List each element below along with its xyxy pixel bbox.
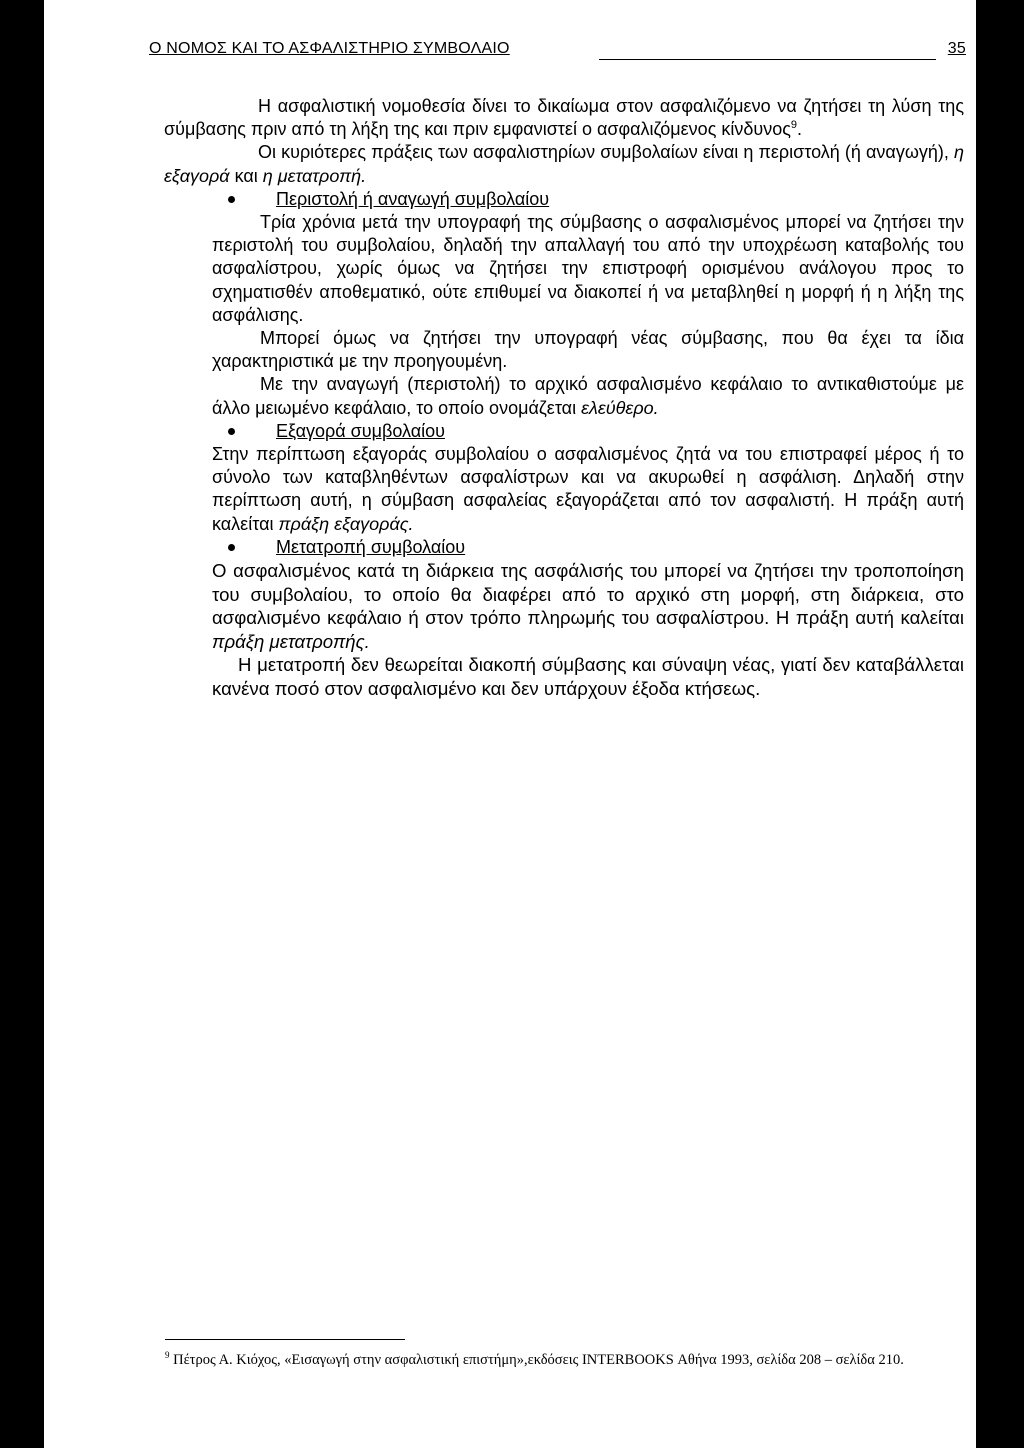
bullet-icon — [228, 428, 235, 435]
footnote-divider — [165, 1339, 405, 1340]
document-page — [44, 0, 976, 1448]
bullet-icon — [228, 544, 235, 551]
section-body-exagora — [164, 443, 964, 536]
section-body-peristoli — [164, 211, 964, 420]
intro-p1-text: Η ασφαλιστική νομοθεσία δίνει το δικαίωμα στον ασφαλιζόμενο να ζητήσει τη λύση της σύμβασης πριν από τη λήξη της και πριν εμφανιστεί ο ασφαλιζόμενος κίνδυνος — [164, 96, 964, 140]
intro-paragraph-1 — [164, 95, 964, 141]
peristoli-paragraph-3 — [212, 373, 964, 419]
section-title-exagora: Εξαγορά συμβολαίου — [276, 420, 445, 441]
metatropi-p1-em: πράξη μετατροπής. — [212, 630, 370, 652]
header-title: Ο ΝΟΜΟΣ ΚΑΙ ΤΟ ΑΣΦΑΛΙΣΤΗΡΙΟ ΣΥΜΒΟΛΑΙΟ — [149, 40, 510, 57]
section-body-metatropi — [164, 559, 964, 701]
exagora-p1-text: Στην περίπτωση εξαγοράς συμβολαίου ο ασφαλισμένος ζητά να του επιστραφεί μέρος ή το σύνολο των καταβληθέντων ασφαλίστρων και να ακυρωθεί η ασφάλιση. Δηλαδή στην περίπτωση αυτή, η σύμβαση ασφαλείας εξαγοράζεται από τον ασφαλιστή. Η πράξη αυτή καλείται — [212, 444, 964, 534]
section-title-peristoli: Περιστολή ή αναγωγή συμβολαίου — [276, 188, 550, 209]
header-rule — [599, 59, 936, 60]
intro-p2-em-metatropi: η μετατροπή. — [262, 165, 367, 186]
metatropi-paragraph-2: Η μετατροπή δεν θεωρείται διακοπή σύμβασης και σύναψη νέας, γιατί δεν καταβάλλεται κανένα ποσό στον ασφαλισμένο και δεν υπάρχουν έξοδα κτήσεως. — [212, 654, 964, 700]
metatropi-p1-text: Ο ασφαλισμένος κατά τη διάρκεια της ασφάλισής του μπορεί να ζητήσει την τροποποίηση του συμβολαίου, το οποίο θα διαφέρει από το αρχικό στη μορφή, στη διάρκεια, στο ασφαλισμένο κεφάλαιο ή στον τρόπο πληρωμής του ασφαλίστρου. Η πράξη αυτή καλείται — [212, 560, 964, 629]
exagora-p1-em: πράξη εξαγοράς. — [278, 513, 414, 534]
intro-p2-and: και — [234, 165, 258, 186]
page-number: 35 — [947, 40, 966, 57]
peristoli-p3-text: Με την αναγωγή (περιστολή) το αρχικό ασφαλισμένο κεφάλαιο το αντικαθιστούμε με άλλο μειωμένο κεφάλαιο, το οποίο ονομάζεται — [212, 374, 964, 418]
section-heading-metatropi — [164, 536, 964, 559]
bullet-icon — [228, 196, 235, 203]
footnote-reference[interactable]: 9 — [790, 119, 798, 132]
intro-p1-end: . — [797, 119, 803, 140]
peristoli-paragraph-2: Μπορεί όμως να ζητήσει την υπογραφή νέας σύμβασης, που θα έχει τα ίδια χαρακτηριστικά με την προηγουμένη. — [212, 328, 964, 372]
running-header — [149, 40, 966, 64]
intro-p2-em-exagora: η εξαγορά — [164, 142, 964, 186]
exagora-paragraph-1 — [212, 443, 964, 536]
peristoli-p3-em: ελεύθερο. — [581, 397, 659, 418]
body-text — [164, 95, 964, 701]
section-heading-exagora — [164, 420, 964, 443]
peristoli-paragraph-1: Τρία χρόνια μετά την υπογραφή της σύμβασης ο ασφαλισμένος μπορεί να ζητήσει την περιστολή του συμβολαίου, δηλαδή την απαλλαγή του από την υποχρέωση καταβολής του ασφαλίστρου, χωρίς όμως να ζητήσει την επιστροφή ορισμένου ανάλογου προς το σχηματισθέν αποθεματικό, ούτε επιθυμεί να διακοπεί ή να μεταβληθεί η μορφή ή η λήξη της ασφάλισης. — [212, 212, 964, 325]
intro-paragraph-2 — [164, 141, 964, 187]
footnote-text: Πέτρος Α. Κιόχος, «Εισαγωγή στην ασφαλιστική επιστήμη»,εκδόσεις INTERBOOKS Αθήνα 1993, σελίδα 208 – σελίδα 210. — [173, 1352, 904, 1368]
intro-p2-text: Οι κυριότερες πράξεις των ασφαλιστηρίων συμβολαίων είναι η περιστολή (ή αναγωγή), — [258, 142, 949, 163]
metatropi-paragraph-1 — [212, 559, 964, 653]
footnote-marker: 9 — [165, 1350, 170, 1361]
footnote — [165, 1350, 965, 1371]
section-heading-peristoli — [164, 188, 964, 211]
section-title-metatropi: Μετατροπή συμβολαίου — [276, 536, 466, 557]
